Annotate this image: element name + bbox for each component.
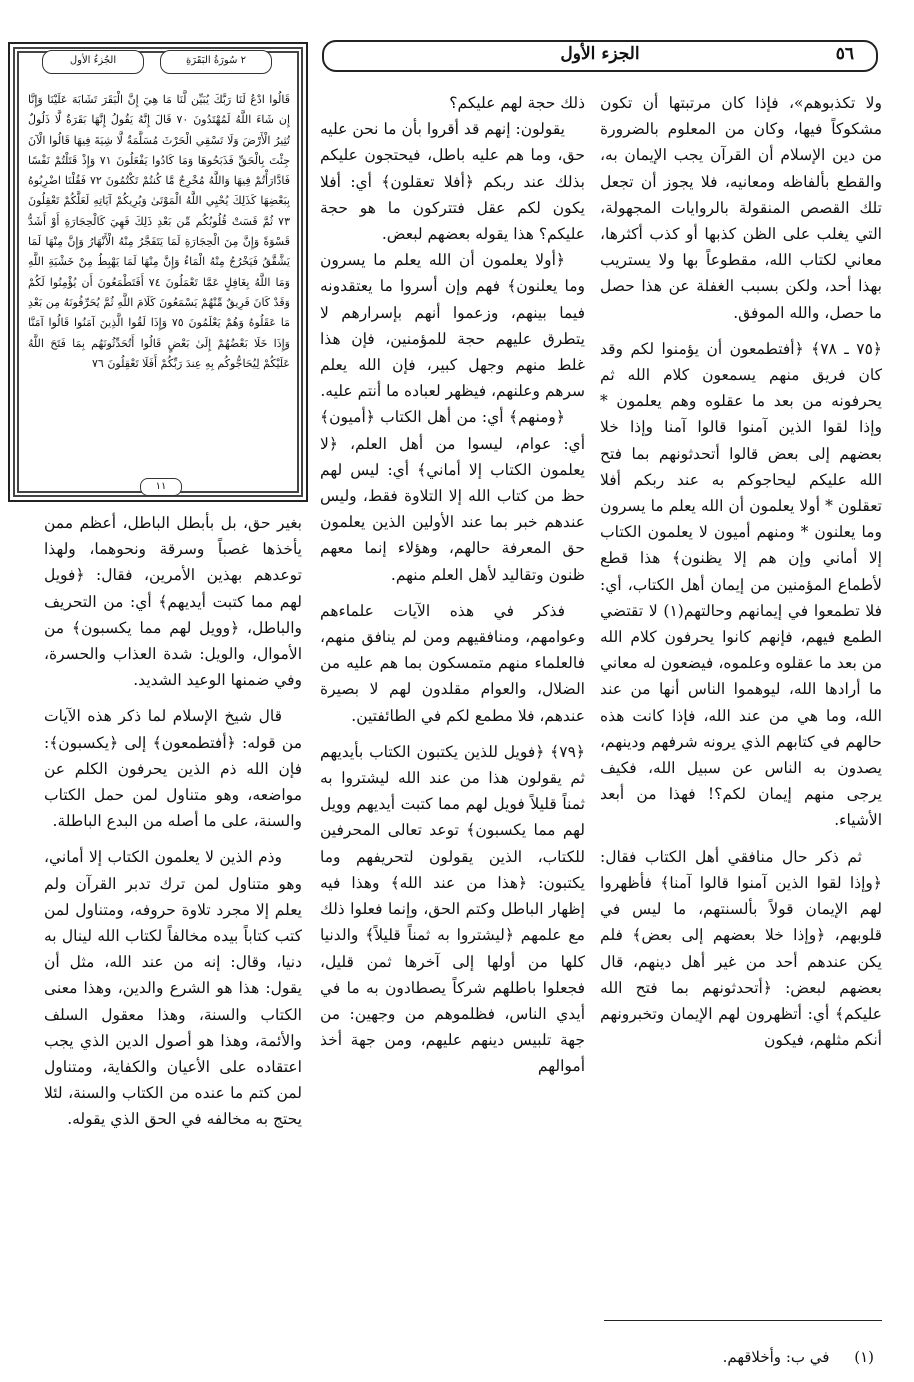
text-column-left: [44, 510, 302, 1210]
footnote-mark: (١): [854, 1348, 874, 1366]
paragraph: فذكر في هذه الآيات علماءهم وعوامهم، ومنافقيهم ومن لم ينافق منهم، فالعلماء منهم متمسكون بما هم عليه من الضلال، والعوام مقلدون لهم لا بصيرة عندهم، فلا مطمع لكم في الطائفتين.: [320, 601, 585, 725]
surah-label: ٢ سُورَةُ البَقَرَةِ: [160, 50, 272, 74]
page-number: ٥٦: [835, 44, 854, 64]
paragraph: بغير حق، بل بأبطل الباطل، أعظم ممن يأخذها غصباً وسرقة ونحوهما، ولهذا توعدهم بهذين الأمرين، فقال: ﴿فويل لهم مما كتبت أيديهم﴾ أي: من التحريف والباطل، ﴿وويل لهم مما يكسبون﴾ من الأموال، والويل: شدة العذاب والحسرة، وفي ضمنها الوعيد الشديد.: [44, 514, 302, 690]
paragraph: ولا تكذبوهم»، فإذا كان مرتبتها أن تكون مشكوكاً فيها، وكان من المعلوم بالضرورة من دين الإسلام أن القرآن يجب الإيمان به، والقطع بألفاظه ومعانيه، فلا يجوز أن تجعل تلك القصص المنقولة بالروايات المجهولة، التي يغلب على الظن كذبها أو كذب أكثرها، معاني لكتاب الله، مقطوعاً بها ولا يستريب بهذا أحد، ولكن بسبب الغفلة عن هذا حصل ما حصل، والله الموفق.: [600, 94, 882, 322]
quran-text: قَالُوا ادْعُ لَنَا رَبَّكَ يُبَيِّن لَّنَا مَا هِيَ إِنَّ الْبَقَرَ تَشَابَهَ عَلَيْنَا وَإِنَّا إِن شَاءَ اللَّهُ لَمُهْتَدُونَ ٧٠ قَالَ إِنَّهُ يَقُولُ إِنَّهَا بَقَرَةٌ لَّا ذَلُولٌ تُثِيرُ الْأَرْضَ وَلَا تَسْقِي الْحَرْثَ مُسَلَّمَةٌ لَّا شِيَةَ فِيهَا قَالُوا الْآنَ جِئْتَ بِالْحَقِّ فَذَبَحُوهَا وَمَا كَادُوا يَفْعَلُونَ ٧١ وَإِذْ قَتَلْتُمْ نَفْسًا فَادَّارَأْتُمْ فِيهَا وَاللَّهُ مُخْرِجٌ مَّا كُنتُمْ تَكْتُمُونَ ٧٢ فَقُلْنَا اضْرِبُوهُ بِبَعْضِهَا كَذَلِكَ يُحْيِي اللَّهُ الْمَوْتَىٰ وَيُرِيكُمْ آيَاتِهِ لَعَلَّكُمْ تَعْقِلُونَ ٧٣ ثُمَّ قَسَتْ قُلُوبُكُم مِّن بَعْدِ ذَلِكَ فَهِيَ كَالْحِجَارَةِ أَوْ أَشَدُّ قَسْوَةً وَإِنَّ مِنَ الْحِجَارَةِ لَمَا يَتَفَجَّرُ مِنْهُ الْأَنْهَارُ وَإِنَّ مِنْهَا لَمَا يَشَّقَّقُ فَيَخْرُجُ مِنْهُ الْمَاءُ وَإِنَّ مِنْهَا لَمَا يَهْبِطُ مِنْ خَشْيَةِ اللَّهِ وَمَا اللَّهُ بِغَافِلٍ عَمَّا تَعْمَلُونَ ٧٤ أَفَتَطْمَعُونَ أَن يُؤْمِنُوا لَكُمْ وَقَدْ كَانَ فَرِيقٌ مِّنْهُمْ يَسْمَعُونَ كَلَامَ اللَّهِ ثُمَّ يُحَرِّفُونَهُ مِن بَعْدِ مَا عَقَلُوهُ وَهُمْ يَعْلَمُونَ ٧٥ وَإِذَا لَقُوا الَّذِينَ آمَنُوا قَالُوا آمَنَّا وَإِذَا خَلَا بَعْضُهُمْ إِلَىٰ بَعْضٍ قَالُوا أَتُحَدِّثُونَهُم بِمَا فَتَحَ اللَّهُ عَلَيْكُمْ لِيُحَاجُّوكُم بِهِ عِندَ رَبِّكُمْ أَفَلَا تَعْقِلُونَ ٧٦: [28, 93, 290, 370]
paragraph: ثم ذكر حال منافقي أهل الكتاب فقال: ﴿وإذا لقوا الذين آمنوا قالوا آمنا﴾ فأظهروا لهم الإيمان قولاً بألسنتهم، ما ليس في قلوبهم، ﴿وإذا خلا بعضهم إلى بعض﴾ فلم يكن عندهم أحد من غير أهل دينهم، قال بعضهم لبعض: ﴿أتحدثونهم بما فتح الله عليكم﴾ أي: أتظهرون لهم الإيمان وتخبرونهم أنكم مثلهم، فيكون: [600, 847, 882, 1050]
paragraph: يقولون: إنهم قد أقروا بأن ما نحن عليه حق، وما هم عليه باطل، فيحتجون عليكم بذلك عند ربكم ﴿أفلا تعقلون﴾ أي: أفلا يكون لكم عقل فتتركون ما هو حجة عليكم؟ هذا يقوله بعضهم لبعض.: [320, 120, 585, 244]
paragraph: ﴿٧٥ ـ ٧٨﴾ ﴿أفتطمعون أن يؤمنوا لكم وقد كان فريق منهم يسمعون كلام الله ثم يحرفونه من بعد ما عقلوه وهم يعلمون * وإذا لقوا الذين آمنوا قالوا آمنا وإذا خلا بعضهم إلى بعض قالوا أتحدثونهم بما فتح الله عليكم ليحاجوكم به عند ربكم أفلا تعقلون * أولا يعلمون أن الله يعلم ما يسرون وما يعلنون * ومنهم أميون لا يعلمون الكتاب إلا أماني وإن هم إلا يظنون﴾ هذا قطع لأطماع المؤمنين من إيمان أهل الكتاب، أي: فلا تطمعوا في إيمانهم وحالتهم(١) لا تقتضي الطمع فيهم، فإنهم كانوا يحرفون كلام الله من بعد ما عقلوه وعلموه، فيضعون له معاني ما أرادها الله، ليوهموا الناس أنها من عند الله، وما هي من عند الله، فإذا كانت هذه حالهم في كتابهم الذي يرونه شرفهم ودينهم، يصدون به الناس عن سبيل الله، فكيف يرجى منهم إيمان لكم؟! فهذا من أبعد الأشياء.: [600, 339, 882, 830]
page-title: الجزء الأول: [560, 44, 640, 64]
juz-label: الجُزءُ الأول: [42, 50, 144, 74]
footnote: [723, 1348, 874, 1366]
paragraph: ﴿ومنهم﴾ أي: من أهل الكتاب ﴿أميون﴾ أي: عوام، ليسوا من أهل العلم، ﴿لا يعلمون الكتاب إلا أماني﴾ أي: ليس لهم حظ من كتاب الله إلا التلاوة فقط، وليس عندهم خبر بما عند الأولين الذين يعلمون حق المعرفة حالهم، وهؤلاء إنما معهم ظنون وتقاليد لأهل العلم منهم.: [320, 408, 585, 584]
page-header: [322, 40, 878, 72]
paragraph: ﴿٧٩﴾ ﴿فويل للذين يكتبون الكتاب بأيديهم ثم يقولون هذا من عند الله ليشتروا به ثمناً قليلاً فويل لهم مما كتبت أيديهم وويل لهم مما يكسبون﴾ توعد تعالى المحرفين للكتاب، الذين يقولون لتحريفهم وما يكتبون: ﴿هذا من عند الله﴾ وهذا فيه إظهار الباطل وكتم الحق، وإنما فعلوا ذلك مع علمهم ﴿ليشتروا به ثمناً قليلاً﴾ والدنيا كلها من أولها إلى آخرها ثمن قليل، فجعلوا باطلهم شركاً يصطادون به ما في أيدي الناس، فظلموهم من وجهين: من جهة تلبيس دينهم عليهم، ومن جهة أخذ أموالهم: [320, 742, 585, 1076]
paragraph: ذلك حجة لهم عليكم؟: [449, 94, 585, 112]
footnote-text: في ب: وأخلاقهم.: [722, 1348, 830, 1366]
quran-page-number: ١١: [140, 478, 182, 496]
footnote-separator: [604, 1320, 882, 1321]
text-column-middle: [320, 90, 585, 1300]
paragraph: وذم الذين لا يعلمون الكتاب إلا أماني، وهو متناول لمن ترك تدبر القرآن ولم يعلم إلا مجرد تلاوة حروفه، ومتناول لمن كتب كتاباً بيده مخالفاً لكتاب الله لينال به دنيا، وقال: إنه من عند الله، مثل أن يقول: هذا هو الشرع والدين، وهذا معنى الكتاب والسنة، وهذا معقول السلف والأئمة، وهذا هو أصول الدين الذي يجب اعتقاده على الأعيان والكفاية، ومتناول لمن كتم ما عنده من الكتاب والسنة، لئلا يحتج به مخالفه في الحق الذي يقوله.: [44, 848, 302, 1129]
paragraph: قال شيخ الإسلام لما ذكر هذه الآيات من قوله: ﴿أفتطمعون﴾ إلى ﴿يكسبون﴾: فإن الله ذم الذين يحرفون الكلم عن مواضعه، وهو متناول لمن حمل الكتاب والسنة، على ما أصله من البدع الباطلة.: [44, 707, 302, 831]
quran-page-frame: [8, 42, 308, 502]
text-column-right: [600, 90, 882, 1300]
paragraph: ﴿أولا يعلمون أن الله يعلم ما يسرون وما يعلنون﴾ فهم وإن أسروا ما يعتقدونه فيما بينهم، وزعموا أنهم بإسرارهم لا يتطرق عليهم حجة للمؤمنين، فإن هذا غلط منهم وجهل كبير، فإن الله يعلم سرهم وعلنهم، فيظهر لعباده ما أنتم عليه.: [320, 251, 585, 401]
